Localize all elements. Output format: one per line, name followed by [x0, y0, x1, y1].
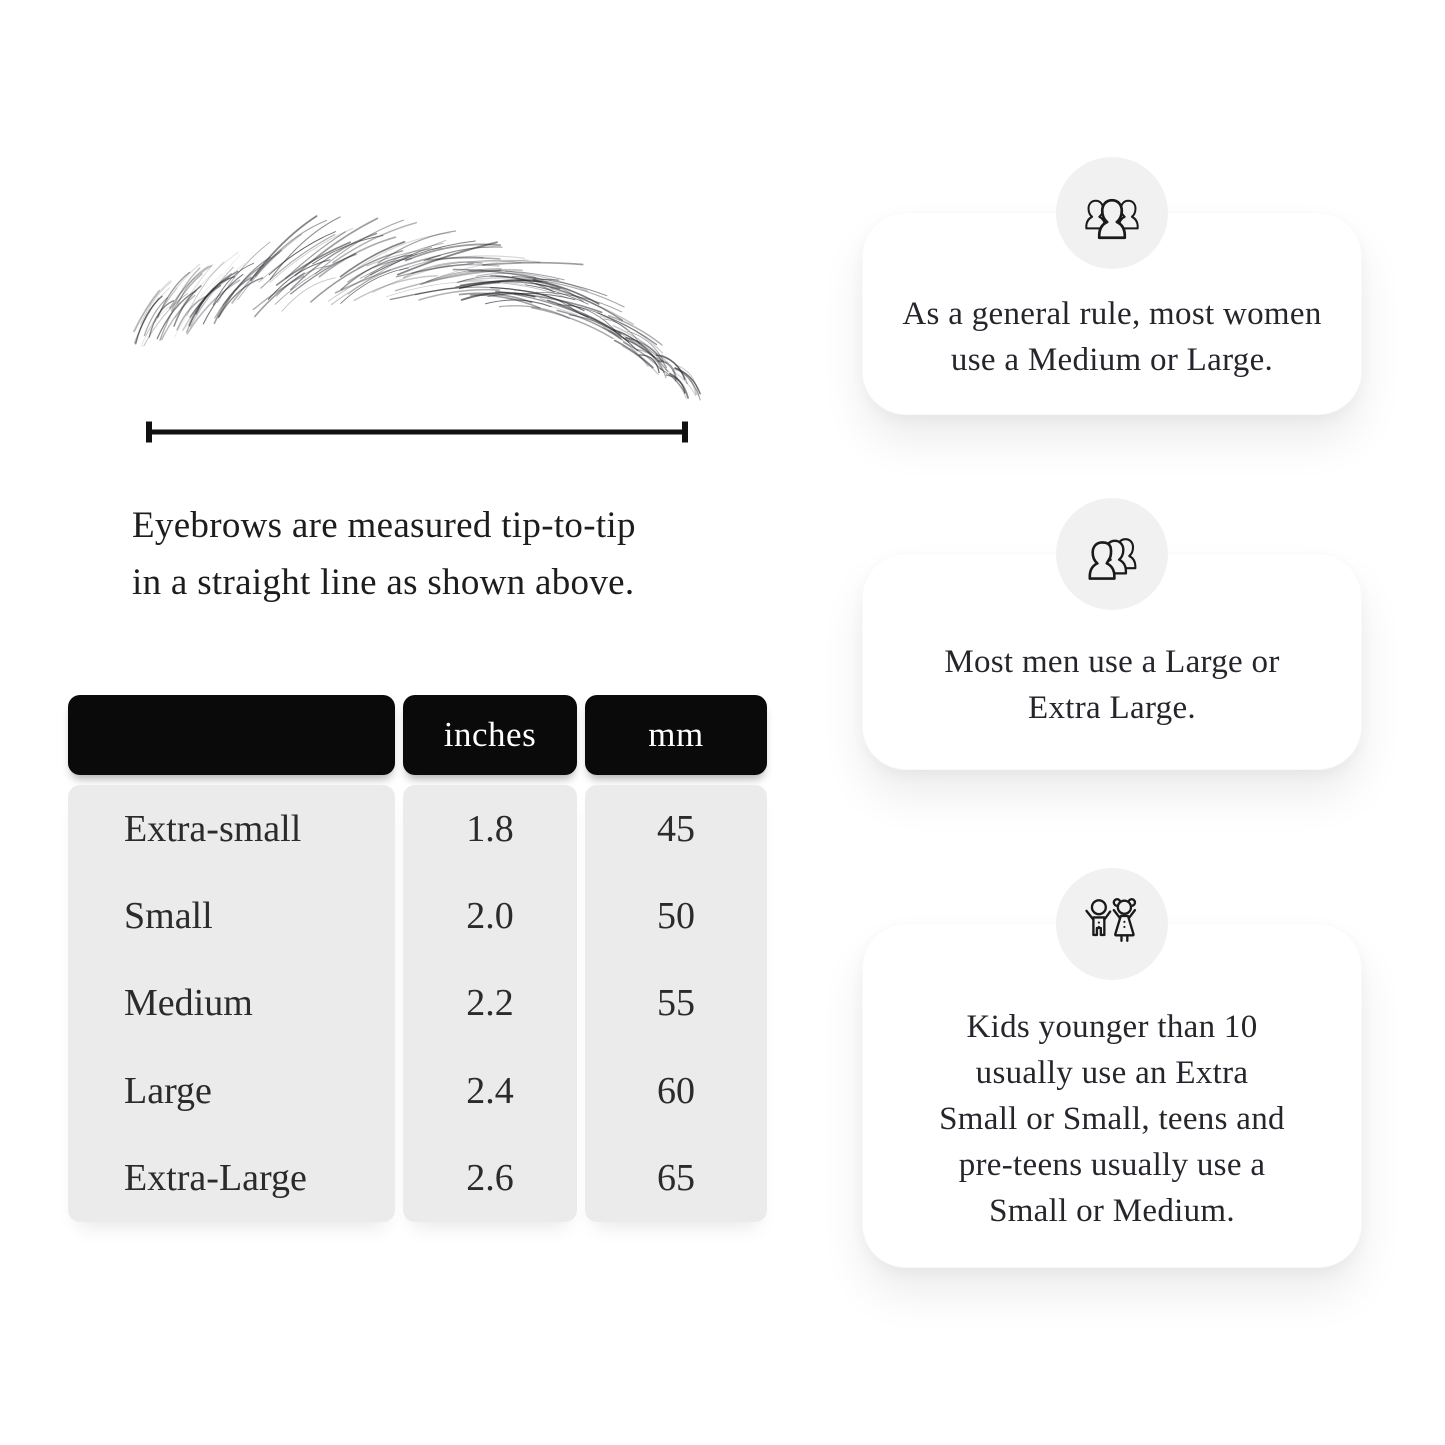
- card-text-line: Extra Large.: [1028, 689, 1196, 726]
- size-table-label-column: [68, 785, 395, 1222]
- size-label: Extra-small: [124, 807, 302, 850]
- size-label: Large: [124, 1069, 212, 1112]
- caption-line: Eyebrows are measured tip-to-tip: [132, 505, 636, 546]
- inches-value: 2.2: [466, 982, 514, 1025]
- caption-line: in a straight line as shown above.: [132, 562, 635, 603]
- info-card-women: [862, 212, 1362, 415]
- mm-value: 50: [657, 895, 695, 938]
- men-group-icon: [1078, 527, 1146, 581]
- card-text-line: Most men use a Large or: [944, 643, 1280, 680]
- mm-value: 45: [657, 807, 695, 850]
- size-table-header-size: [68, 695, 395, 775]
- mm-value: 55: [657, 982, 695, 1025]
- inches-value: 1.8: [466, 807, 514, 850]
- inches-value: 2.6: [466, 1157, 514, 1200]
- size-table: [68, 695, 767, 1222]
- size-label: Medium: [124, 982, 253, 1025]
- card-text-line: Small or Small, teens and: [939, 1100, 1285, 1137]
- size-label: Small: [124, 895, 213, 938]
- women-group-icon: [1078, 186, 1146, 240]
- measurement-caption: [132, 497, 636, 611]
- card-text-line: usually use an Extra: [975, 1054, 1249, 1091]
- card-text-line: Kids younger than 10: [966, 1008, 1258, 1045]
- inches-value: 2.0: [466, 895, 514, 938]
- size-table-header-mm: mm: [585, 695, 767, 775]
- size-label: Extra-Large: [124, 1157, 307, 1200]
- info-card-men: [862, 553, 1362, 770]
- card-text-line: pre-teens usually use a: [958, 1146, 1266, 1183]
- inches-value: 2.4: [466, 1069, 514, 1112]
- size-table-header-inches: inches: [403, 695, 577, 775]
- measurement-line: [143, 420, 691, 444]
- card-text-line: Small or Medium.: [989, 1192, 1235, 1229]
- size-table-mm-column: [585, 785, 767, 1222]
- icon-badge: [1056, 868, 1168, 980]
- mm-value: 65: [657, 1157, 695, 1200]
- mm-value: 60: [657, 1069, 695, 1112]
- kids-icon: [1077, 895, 1147, 953]
- card-text-line: use a Medium or Large.: [950, 341, 1274, 378]
- size-table-inches-column: [403, 785, 577, 1222]
- info-card-kids: [862, 923, 1362, 1268]
- icon-badge: [1056, 498, 1168, 610]
- eyebrow-illustration: [115, 238, 695, 408]
- icon-badge: [1056, 157, 1168, 269]
- card-text-line: As a general rule, most women: [902, 295, 1322, 332]
